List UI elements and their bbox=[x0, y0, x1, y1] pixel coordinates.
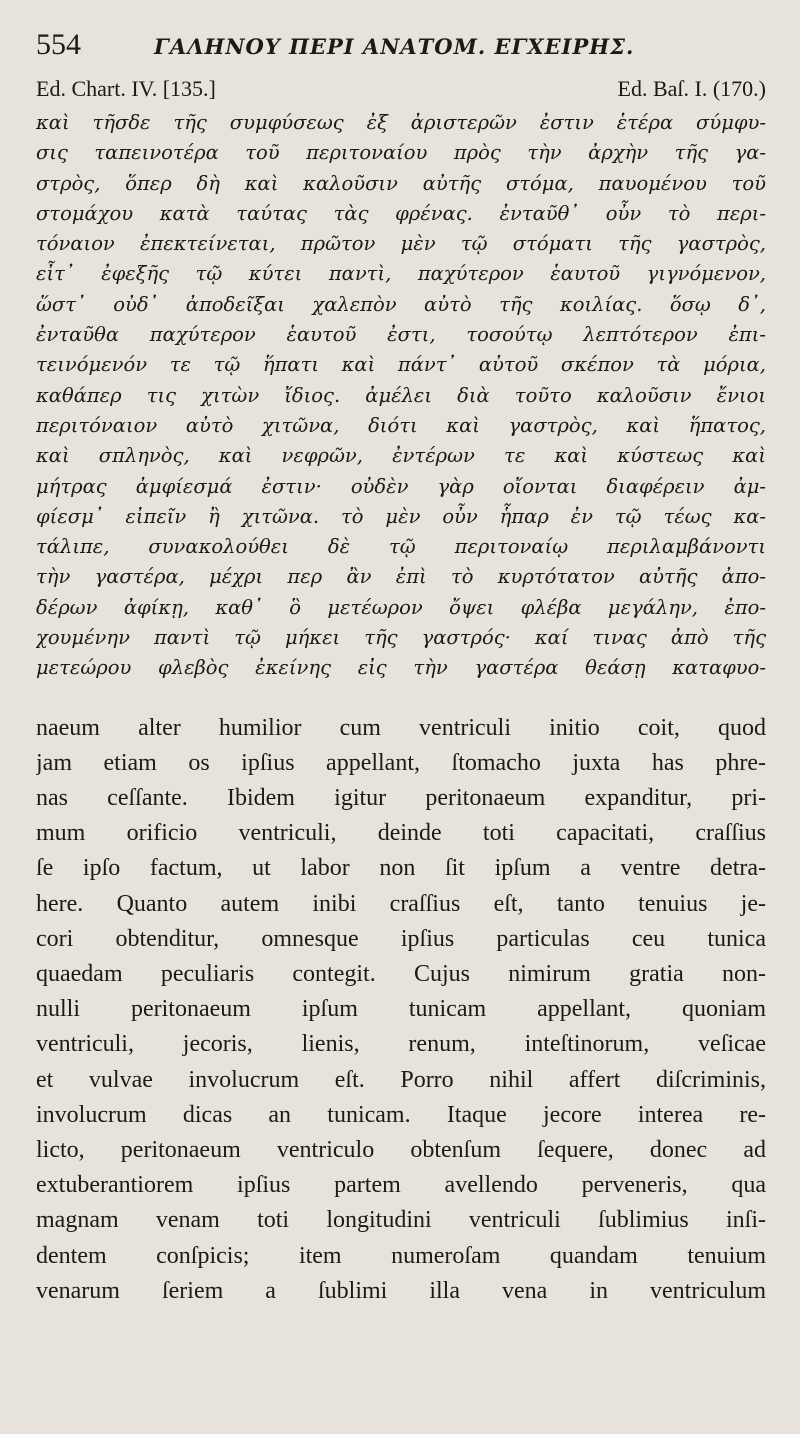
greek-text-block bbox=[36, 108, 766, 684]
latin-text-line: magnam venam toti longitudini ventriculi ſublimius inſi- bbox=[36, 1207, 766, 1234]
greek-text-line: εἶτ᾽ ἐφεξῆς τῷ κύτει παντὶ, παχύτερον ἑαυτοῦ γιγνόμενον, bbox=[36, 262, 766, 286]
greek-text-line: περιτόναιον αὐτὸ χιτῶνα, διότι καὶ γαστρὸς, καὶ ἥπατος, bbox=[36, 413, 766, 437]
latin-text-line: venarum ſeriem a ſublimi illa vena in ventriculum bbox=[36, 1277, 766, 1304]
greek-text-line: τόναιον ἐπεκτείνεται, πρῶτον μὲν τῷ στόματι τῆς γαστρὸς, bbox=[36, 232, 766, 256]
page-number: 554 bbox=[36, 28, 81, 61]
greek-text-line: ἐνταῦθα παχύτερον ἑαυτοῦ ἐστι, τοσούτῳ λεπτότερον ἐπι- bbox=[36, 323, 766, 347]
greek-text-line: μετεώρου φλεβὸς ἐκείνης εἰς τὴν γαστέρα θεάσῃ καταφυο- bbox=[36, 656, 766, 680]
greek-text-line: χουμένην παντὶ τῷ μήκει τῆς γαστρός· καί τινας ἀπὸ τῆς bbox=[36, 626, 766, 650]
latin-text-line: et vulvae involucrum eſt. Porro nihil affert diſcriminis, bbox=[36, 1066, 766, 1093]
latin-text-line: here. Quanto autem inibi craſſius eſt, tanto tenuius je- bbox=[36, 890, 766, 917]
edition-reference-right: Ed. Baſ. I. (170.) bbox=[617, 76, 766, 101]
greek-text-line: φίεσμ᾽ εἰπεῖν ἢ χιτῶνα. τὸ μὲν οὖν ἧπαρ ἐν τῷ τέως κα- bbox=[36, 504, 766, 528]
latin-text-line: involucrum dicas an tunicam. Itaque jecore interea re- bbox=[36, 1101, 766, 1128]
greek-text-line: στρὸς, ὅπερ δὴ καὶ καλοῦσιν αὐτῆς στόμα, παυομένου τοῦ bbox=[36, 171, 766, 195]
running-head bbox=[36, 28, 766, 72]
latin-text-line: ventriculi, jecoris, lienis, renum, inteſtinorum, veſicae bbox=[36, 1031, 766, 1058]
greek-text-line: σις ταπεινοτέρα τοῦ περιτοναίου πρὸς τὴν ἀρχὴν τῆς γα- bbox=[36, 141, 766, 165]
section-divider bbox=[36, 694, 766, 695]
greek-text-line: καὶ τῆσδε τῆς συμφύσεως ἐξ ἀριστερῶν ἐστιν ἑτέρα σύμφυ- bbox=[36, 111, 766, 134]
latin-text-line: quaedam peculiaris contegit. Cujus nimirum gratia non- bbox=[36, 961, 766, 988]
latin-text-line: ſe ipſo factum, ut labor non ſit ipſum a ventre detra- bbox=[36, 855, 766, 882]
greek-text-line: ὥστ᾽ οὐδ᾽ ἀποδεῖξαι χαλεπὸν αὐτὸ τῆς κοιλίας. ὅσῳ δ᾽, bbox=[36, 292, 766, 316]
running-title: ΓΑΛΗΝΟΥ ΠΕΡΙ ΑΝΑΤΟΜ. ΕΓΧΕΙΡΗΣ. bbox=[154, 34, 635, 59]
latin-text-line: extuberantiorem ipſius partem avellendo perveneris, qua bbox=[36, 1172, 766, 1199]
greek-text-line: καὶ σπληνὸς, καὶ νεφρῶν, ἐντέρων τε καὶ κύστεως καὶ bbox=[36, 444, 766, 468]
latin-text-line: naeum alter humilior cum ventriculi initio coit, quod bbox=[36, 714, 766, 741]
latin-text-line: dentem conſpicis; item numeroſam quandam tenuium bbox=[36, 1242, 766, 1269]
edition-reference-left: Ed. Chart. IV. [135.] bbox=[36, 76, 216, 101]
greek-text-line: καθάπερ τις χιτὼν ἴδιος. ἀμέλει διὰ τοῦτο καλοῦσιν ἔνιοι bbox=[36, 383, 766, 407]
greek-text-line: δέρων ἀφίκῃ, καθ᾽ ὃ μετέωρον ὄψει φλέβα μεγάλην, ἐπο- bbox=[36, 595, 766, 619]
latin-text-line: nas ceſſante. Ibidem igitur peritonaeum expanditur, pri- bbox=[36, 785, 766, 812]
edition-reference-line bbox=[36, 76, 766, 106]
latin-text-line: cori obtenditur, omnesque ipſius particulas ceu tunica bbox=[36, 925, 766, 952]
greek-text-line: τάλιπε, συνακολούθει δὲ τῷ περιτοναίῳ περιλαμβάνοντι bbox=[36, 535, 766, 559]
greek-text-line: στομάχου κατὰ ταύτας τὰς φρένας. ἐνταῦθ᾽ οὖν τὸ περι- bbox=[36, 201, 766, 225]
greek-text-line: μήτρας ἀμφίεσμά ἐστιν· οὐδὲν γὰρ οἴονται διαφέρειν ἀμ- bbox=[36, 474, 766, 498]
latin-text-line: licto, peritonaeum ventriculo obtenſum ſequere, donec ad bbox=[36, 1137, 766, 1164]
latin-text-line: nulli peritonaeum ipſum tunicam appellant, quoniam bbox=[36, 996, 766, 1023]
latin-text-line: mum orificio ventriculi, deinde toti capacitati, craſſius bbox=[36, 820, 766, 847]
greek-text-line: τὴν γαστέρα, μέχρι περ ἂν ἐπὶ τὸ κυρτότατον αὐτῆς ἀπο- bbox=[36, 565, 766, 589]
greek-text-line: τεινόμενόν τε τῷ ἥπατι καὶ πάντ᾽ αὐτοῦ σκέπον τὰ μόρια, bbox=[36, 353, 766, 377]
latin-text-line: jam etiam os ipſius appellant, ſtomacho juxta has phre- bbox=[36, 749, 766, 776]
latin-text-block bbox=[36, 711, 766, 1309]
